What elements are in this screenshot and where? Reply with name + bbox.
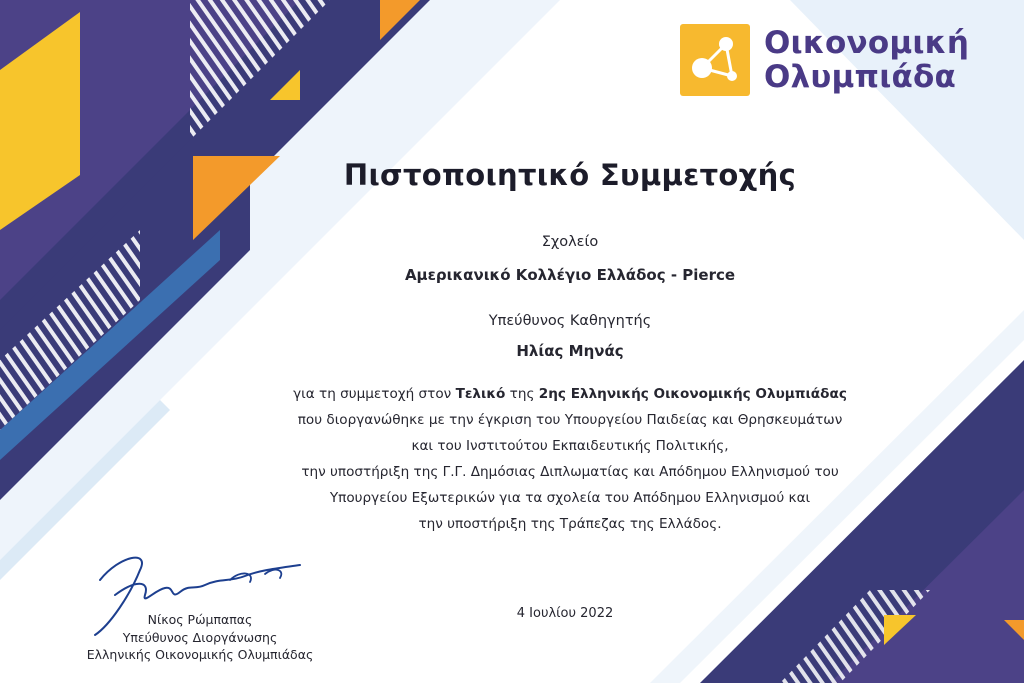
- signatory-name: Νίκος Ρώμπαπας: [147, 612, 253, 627]
- teacher-label: Υπεύθυνος Καθηγητής: [488, 313, 652, 329]
- body-line-3: και του Ινστιτούτου Εκπαιδευτικής Πολιτικής,: [411, 438, 729, 454]
- body-line-6: την υποστήριξη της Τράπεζας της Ελλάδος.: [418, 516, 722, 532]
- signatory-role: Υπεύθυνος Διοργάνωσης: [122, 630, 278, 645]
- signatory-organization: Ελληνικής Οικονομικής Ολυμπιάδας: [86, 647, 314, 662]
- body-line-4: την υποστήριξη της Γ.Γ. Δημόσιας Διπλωματίας και Απόδημου Ελληνισμού του: [301, 464, 839, 480]
- body-line-1-mid: της: [505, 386, 539, 402]
- school-label: Σχολείο: [541, 234, 599, 250]
- logo-line-2: Ολυμπιάδα: [764, 59, 957, 95]
- olympiad-logo: [680, 24, 990, 100]
- body-line-5: Υπουργείου Εξωτερικών για τα σχολεία του Απόδημου Ελληνισμού και: [329, 490, 811, 506]
- body-line-1: [0, 386, 1024, 402]
- logo-line-1: Οικονομική: [764, 25, 970, 61]
- school-name: Αμερικανικό Κολλέγιο Ελλάδος - Pierce: [404, 266, 736, 284]
- body-line-2: που διοργανώθηκε με την έγκριση του Υπουργείου Παιδείας και Θρησκευμάτων: [297, 412, 843, 428]
- logo-wordmark: [764, 26, 969, 94]
- logo-mark-icon: [680, 24, 750, 96]
- teacher-name: Ηλίας Μηνάς: [516, 342, 624, 360]
- body-line-1-prefix: για τη συμμετοχή στον: [293, 386, 456, 402]
- certificate-date: 4 Ιουλίου 2022: [516, 606, 614, 621]
- certificate-title: Πιστοποιητικό Συμμετοχής: [343, 158, 797, 192]
- body-line-1-final: Τελικό: [455, 386, 506, 402]
- body-line-1-olympiad: 2ης Ελληνικής Οικονομικής Ολυμπιάδας: [538, 386, 847, 402]
